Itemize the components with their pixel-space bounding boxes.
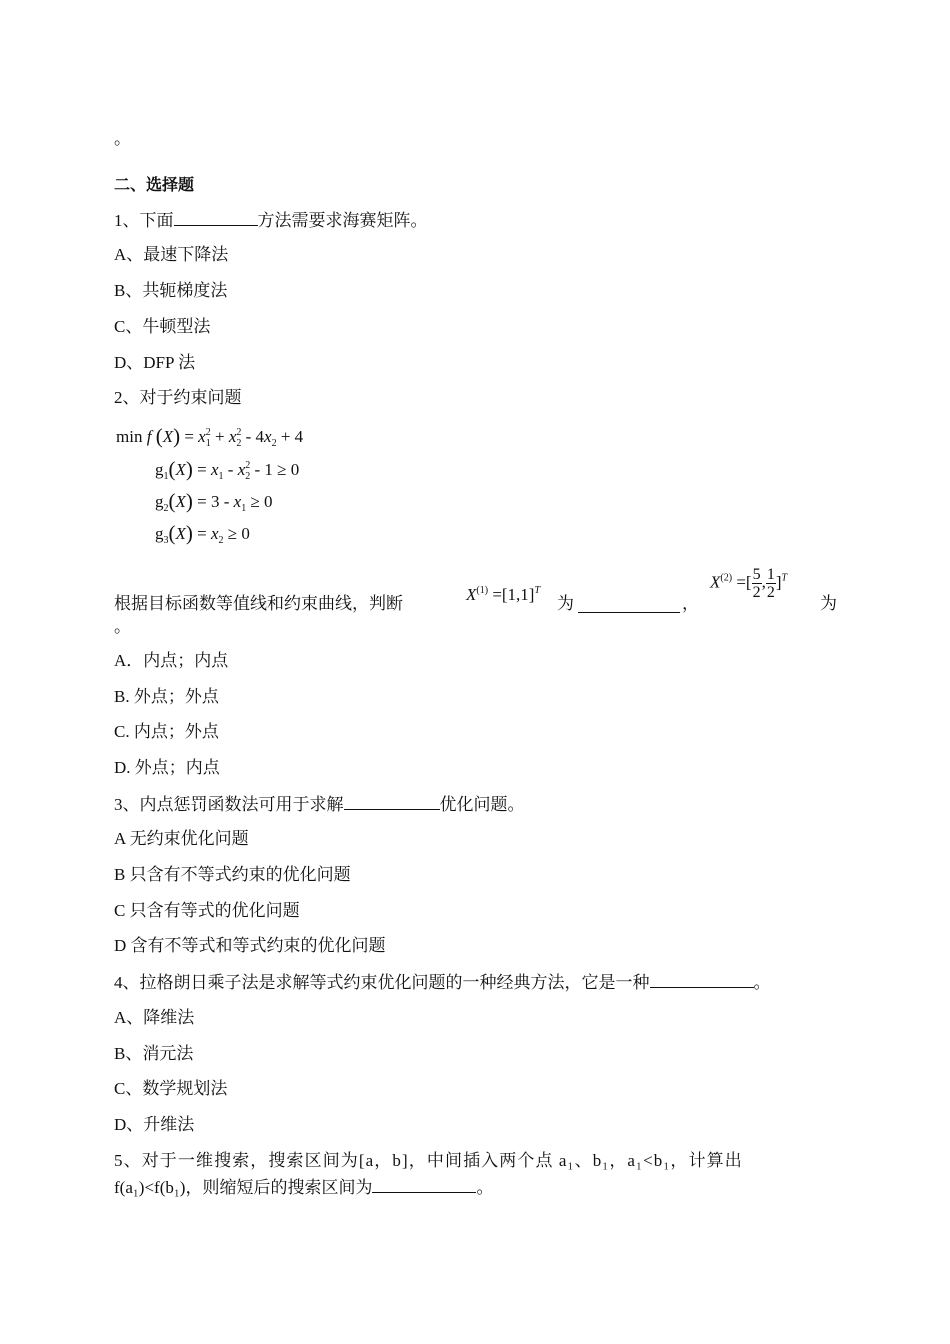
g1-label: g — [155, 460, 164, 479]
comma: ， — [682, 594, 699, 613]
question-1-before: 1、下面 — [114, 211, 174, 230]
question-2-intro: 2、对于约束问题 — [114, 388, 242, 407]
point-x1: $X^{(1)} =[1,1]^T$ — [466, 585, 541, 604]
q3-option-c: C 只含有等式的优化问题 — [114, 901, 300, 920]
q3-option-d: D 含有不等式和等式约束的优化问题 — [114, 936, 386, 955]
question-5-line-2 — [114, 1176, 493, 1199]
q1-option-d: D、DFP 法 — [114, 353, 196, 372]
question-4-after: 。 — [753, 973, 771, 992]
question-5-before: f(a₁)<f(b₁)，则缩短后的搜索区间为 — [114, 1178, 373, 1197]
q2-option-c: C. 内点；外点 — [114, 722, 219, 741]
q4-option-d: D、升维法 — [114, 1115, 195, 1134]
q4-option-a: A、降维法 — [114, 1008, 195, 1027]
for-label-2: 为 — [820, 594, 837, 613]
constraint-g3: $g_3(X) = x_2 \ge 0$ — [155, 521, 250, 546]
top-fragment: 。 — [114, 129, 131, 148]
point-x2: $X^{(2)}$ =[ $\frac{5}{2}$ , $\frac{1}{2}$ ]$^T$ — [710, 566, 788, 601]
end-mark: 。 — [114, 617, 131, 636]
constraint-g1: $g_1(X) = x_1 - x_2^2 - 1 \ge 0$ — [155, 457, 300, 482]
q2-option-b: B. 外点；外点 — [114, 687, 219, 706]
objective-function: min f $(X) = x_1^2 + x_2^2 - 4x_2 + 4$ — [116, 424, 304, 449]
judge-before: 根据目标函数等值线和约束曲线，判断 — [114, 594, 403, 613]
q3-option-b: B 只含有不等式约束的优化问题 — [114, 865, 351, 884]
q2-option-d: D. 外点；内点 — [114, 758, 220, 777]
g3-label: g — [155, 524, 164, 543]
question-3-before: 3、内点惩罚函数法可用于求解 — [114, 795, 344, 814]
question-1-after: 方法需要求海赛矩阵。 — [257, 211, 428, 230]
question-1 — [114, 209, 428, 232]
question-3-after: 优化问题。 — [439, 795, 525, 814]
g2-label: g — [155, 492, 164, 511]
question-4-before: 4、拉格朗日乘子法是求解等式约束优化问题的一种经典方法，它是一种 — [114, 973, 650, 992]
answer-blank-4[interactable] — [650, 971, 754, 988]
question-2-judge — [114, 593, 403, 615]
x1-value: =[1,1] — [492, 585, 535, 604]
answer-blank-5[interactable] — [372, 1176, 476, 1193]
q2-option-a: A．内点；内点 — [114, 651, 229, 670]
section-title: 二、选择题 — [114, 175, 195, 194]
answer-blank-2a[interactable] — [578, 596, 680, 613]
answer-blank-3[interactable] — [344, 793, 440, 810]
for-label-1: 为 — [557, 594, 574, 613]
question-3 — [114, 793, 525, 816]
question-4 — [114, 971, 771, 994]
answer-blank-1[interactable] — [174, 209, 258, 226]
q3-option-a: A 无约束优化问题 — [114, 829, 249, 848]
q4-option-b: B、消元法 — [114, 1044, 194, 1063]
q1-option-c: C、牛顿型法 — [114, 317, 211, 336]
q1-option-b: B、共轭梯度法 — [114, 281, 228, 300]
q1-option-a: A、最速下降法 — [114, 245, 229, 264]
question-5-line-1: 5、对于一维搜索，搜索区间为[a，b]，中间插入两个点 a₁、b₁，a₁<b₁，计算出 — [114, 1151, 743, 1170]
question-5-after: 。 — [476, 1178, 494, 1197]
q4-option-c: C、数学规划法 — [114, 1079, 228, 1098]
min-label: min — [116, 427, 143, 446]
constraint-g2: $g_2(X) = 3 - x_1 \ge 0$ — [155, 489, 273, 514]
